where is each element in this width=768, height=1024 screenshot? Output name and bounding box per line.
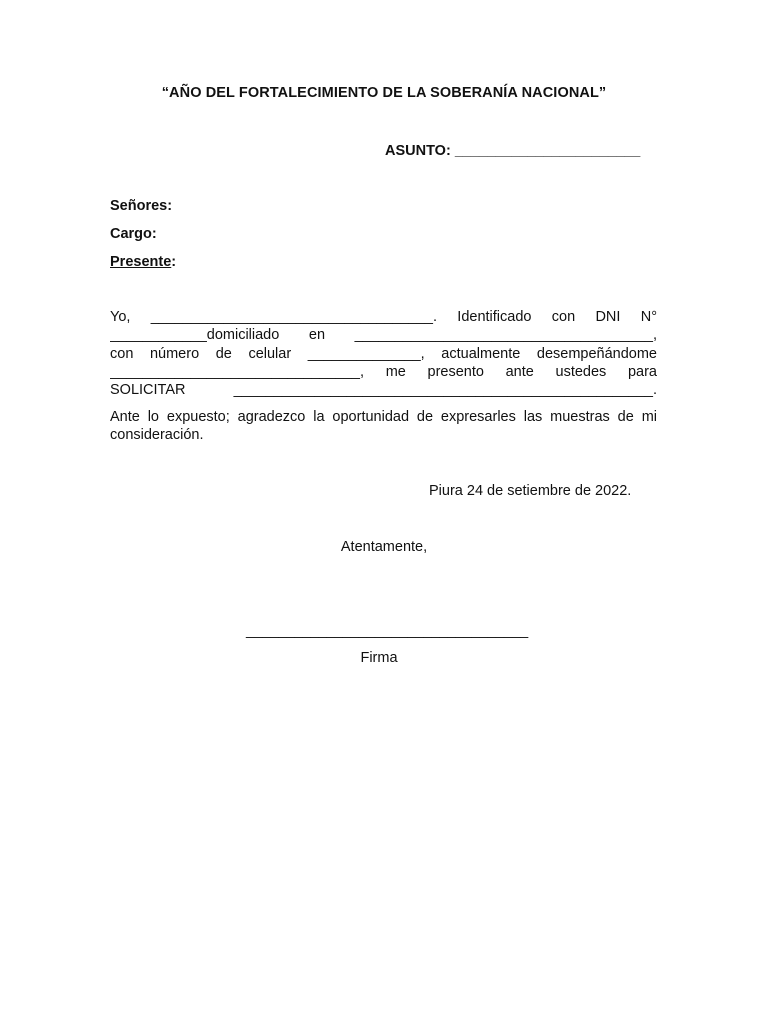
place-date: Piura 24 de setiembre de 2022. [429, 483, 632, 499]
year-title: “AÑO DEL FORTALECIMIENTO DE LA SOBERANÍA NACIONAL” [161, 85, 607, 101]
request-paragraph [110, 308, 657, 399]
signature-label: Firma [360, 650, 398, 666]
presente-colon: : [171, 254, 177, 270]
paragraph-line: Yo, ___________________________________. Identificado con DNI N° [110, 309, 657, 325]
recipient-cargo: Cargo: [110, 226, 157, 242]
asunto-line: ASUNTO: _______________________ [385, 143, 641, 159]
recipient-senores: Señores: [110, 198, 173, 214]
paragraph-line: con número de celular ______________, actualmente desempeñándome [110, 345, 657, 362]
recipient-presente [110, 254, 176, 270]
closing-salutation: Atentamente, [340, 539, 428, 555]
presente-label: Presente [110, 254, 172, 270]
signature-line: ___________________________________ [246, 623, 529, 639]
paragraph-line: SOLICITAR ____________________________________________________. [110, 382, 657, 399]
paragraph-line: _______________________________, me presento ante ustedes para [110, 363, 657, 380]
paragraph-line: ____________domiciliado en _____________________________________, [110, 327, 657, 344]
gratitude-paragraph: Ante lo expuesto; agradezco la oportunidad de expresarles las muestras de mi consideración. [110, 409, 657, 444]
